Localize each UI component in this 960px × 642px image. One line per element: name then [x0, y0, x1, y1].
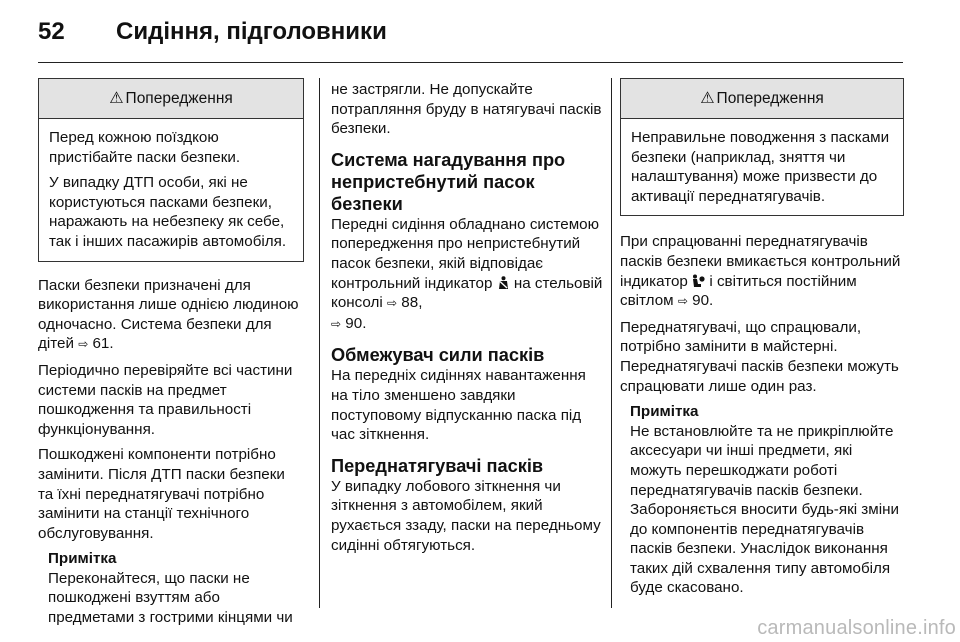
- column-divider-1: [319, 78, 320, 608]
- page-ref[interactable]: 90.: [692, 292, 714, 310]
- column-1: [38, 78, 304, 628]
- note: [48, 549, 304, 627]
- page-number: 52: [38, 18, 65, 45]
- paragraph: Переднатягувачі, що спрацювали, потрібно замінити в майстерні. Переднатягувачі пасків безпеки можуть спрацювати лише один раз.: [620, 318, 899, 395]
- warning-text: Перед кожною поїздкою пристібайте паски безпеки.: [49, 129, 241, 166]
- paragraph: Періодично перевіряйте всі частини системи пасків на предмет пошкодження та правильності функціонування.: [38, 361, 293, 438]
- section-heading: Обмежувач сили пасків: [331, 345, 545, 366]
- column-2: [331, 78, 603, 561]
- paragraph-text: на стельовій консолі: [331, 274, 603, 312]
- warning-triangle-icon: ⚠: [109, 89, 124, 107]
- paragraph: не застрягли. Не допускайте потрапляння бруду в натягувачі пасків безпеки.: [331, 81, 602, 138]
- paragraph: [38, 276, 304, 355]
- watermark: carmanualsonline.info: [757, 617, 956, 639]
- paragraph-text: Передні сидіння обладнано системою попередження про непристебнутий пасок безпеки, якій відповідає контрольний індикатор: [331, 215, 599, 292]
- page-ref[interactable]: 90.: [345, 314, 367, 332]
- note-text: Не встановлюйте та не прикріплюйте аксесуари чи інші предмети, які можуть перешкоджати роботі переднатягувачів пасків безпеки. Забороняється вносити будь-які зміни до компонентів переднатягувачів пасків безпеки. Унаслідок виконання таких дій схвалення типу автомобіля буде скасовано.: [630, 422, 899, 597]
- warning-text: Неправильне поводження з пасками безпеки (наприклад, зняття чи налаштування) може призвести до активації переднатягувачів.: [631, 129, 890, 205]
- paragraph: У випадку лобового зіткнення чи зіткнення з автомобілем, який рухається ззаду, паски на передньому сидінні обтягуються.: [331, 477, 601, 554]
- note: [630, 402, 904, 598]
- warning-body: [39, 119, 303, 261]
- warning-text: У випадку ДТП особи, які не користуються пасками безпеки, наражають на небезпеку як себе, так і інших пасажирів автомобіля.: [49, 174, 287, 250]
- header-rule: [38, 62, 903, 63]
- page-ref[interactable]: 88,: [401, 294, 423, 312]
- column-3: [620, 78, 904, 598]
- page-ref-icon: ⇨: [387, 296, 398, 311]
- page-ref[interactable]: 61.: [92, 335, 114, 353]
- paragraph: Пошкоджені компоненти потрібно замінити. Після ДТП паски безпеки та їхні переднатягувачі потрібно замінити на станції технічного обслуговування.: [38, 446, 285, 542]
- section-heading: Система нагадування про непристебнутий пасок безпеки: [331, 149, 566, 214]
- seatbelt-reminder-icon: [497, 276, 510, 290]
- warning-box: [620, 78, 904, 216]
- warning-box: [38, 78, 304, 262]
- column-divider-2: [611, 78, 612, 608]
- warning-title: Попередження: [125, 89, 233, 107]
- paragraph: [620, 232, 904, 311]
- section-heading: Переднатягувачі пасків: [331, 455, 544, 476]
- warning-header: [39, 79, 303, 119]
- warning-header: [621, 79, 903, 119]
- paragraph-text: і світиться постійним світлом: [620, 272, 857, 310]
- note-title: Примітка: [48, 550, 117, 568]
- paragraph: На передніх сидіннях навантаження на тіло зменшено завдяки поступовому відпусканню паска під час зіткнення.: [331, 367, 586, 444]
- airbag-indicator-icon: [692, 274, 705, 288]
- page-title: Сидіння, підголовники: [116, 18, 387, 45]
- note-text: Переконайтеся, що паски не пошкоджені взуттям або предметами з гострими кінцями чи: [48, 569, 293, 627]
- note-title: Примітка: [630, 403, 699, 421]
- warning-body: [621, 119, 903, 215]
- page-ref-icon: ⇨: [677, 294, 688, 309]
- paragraph: [331, 215, 603, 335]
- page-header: [38, 14, 387, 50]
- warning-title: Попередження: [716, 89, 824, 107]
- warning-triangle-icon: ⚠: [700, 89, 715, 107]
- paragraph-text: Паски безпеки призначені для використання лише однією людиною одночасно. Система безпеки для дітей: [38, 276, 299, 353]
- page-ref-icon: ⇨: [78, 337, 89, 352]
- paragraph-text: При спрацюванні переднатягувачів пасків безпеки вмикається контрольний індикатор: [620, 233, 901, 290]
- page-ref-icon: ⇨: [331, 316, 342, 331]
